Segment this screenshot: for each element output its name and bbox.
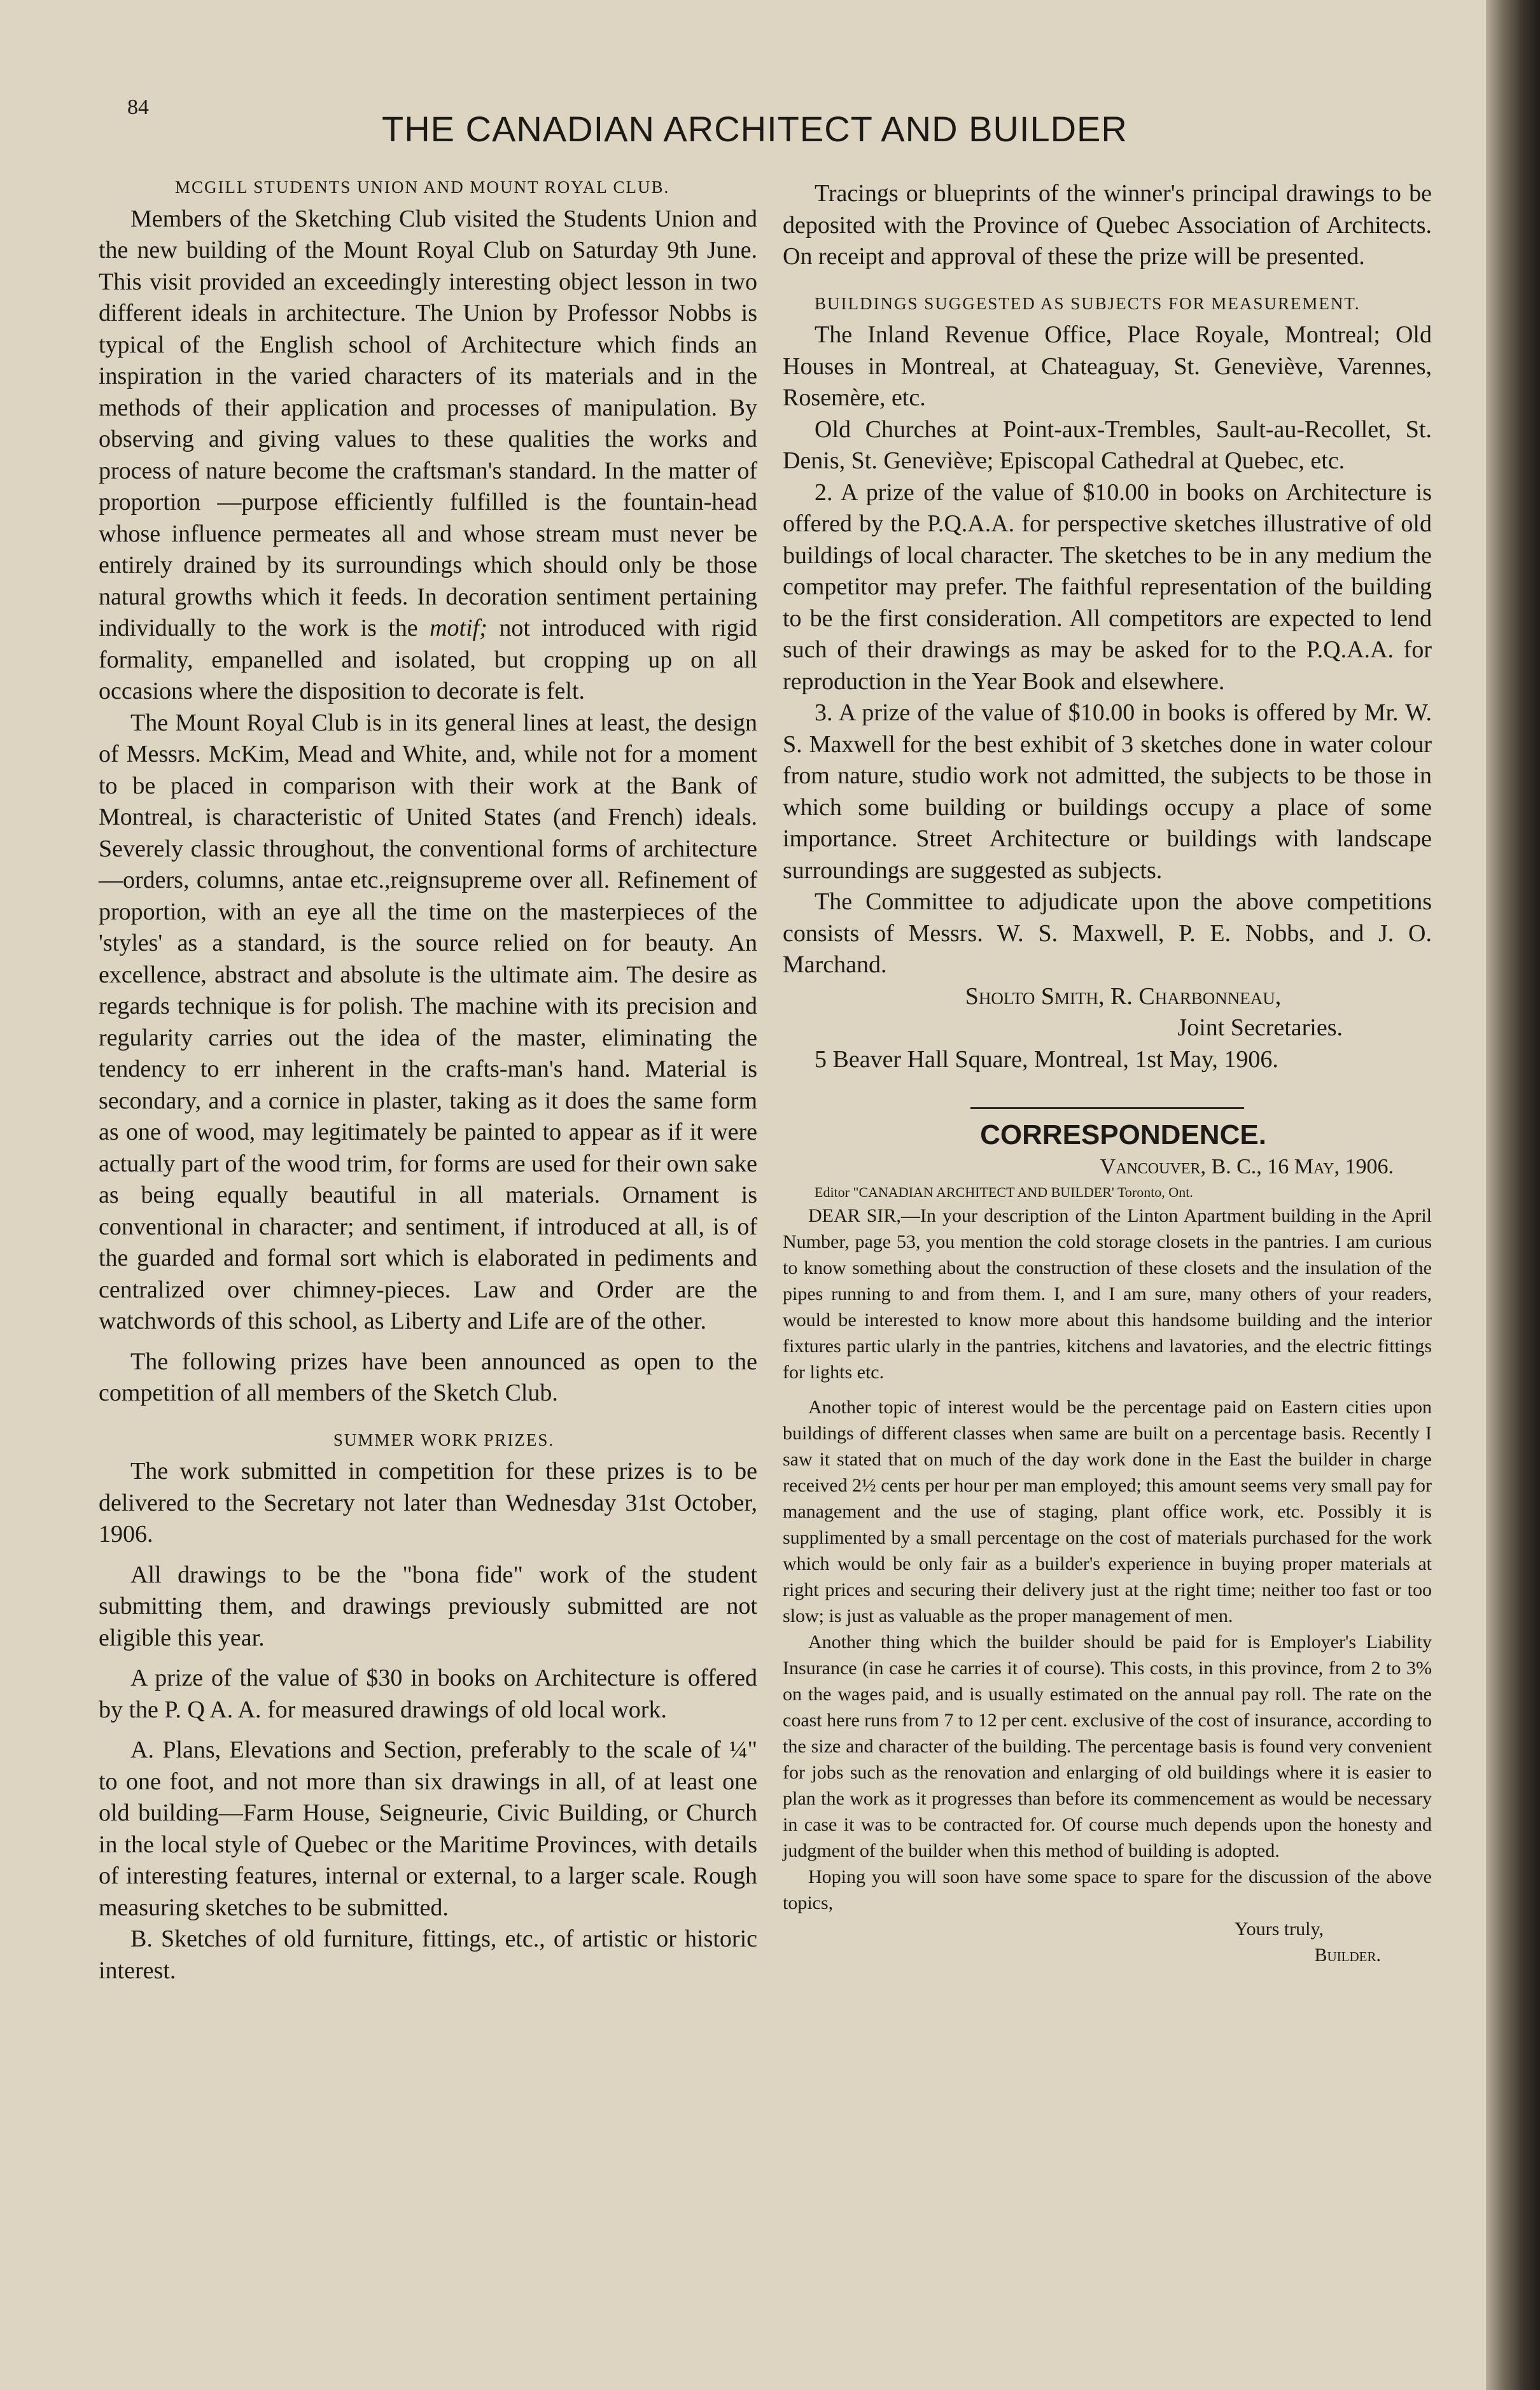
letter-body <box>783 1203 1432 1968</box>
signatory-address: 5 Beaver Hall Square, Montreal, 1st May, 1906. <box>815 1045 1278 1073</box>
section-heading: MCGILL STUDENTS UNION AND MOUNT ROYAL CLUB. <box>175 178 670 197</box>
italic-term: motif; <box>430 615 487 641</box>
letter-signature: Builder. <box>1314 1945 1381 1966</box>
letter-paragraph: Hoping you will soon have some space to spare for the discussion of the above topics, <box>783 1866 1432 1913</box>
paragraph-text: Members of the Sketching Club visited the Students Union and the new building of the Mount Royal Club on Saturday 9th June. This visit provided an exceedingly interesting object lesson in two different ideals in architecture. The Union by Professor Nobbs is typical of the English school of Architecture which finds an inspiration in the varied characters of its materials and in the methods of their application and processes of manipulation. By observing and giving values to these qualities the works and process of nature become the craftsman's standard. In the matter of proportion —purpose efficiently fulfilled is the fountain-head whose influence permeates all and whose stream must never be entirely drained by its surroundings which should only be those natural growths which it feeds. In decoration sentiment pertaining individually to the work is the <box>99 205 757 641</box>
letter-paragraph: DEAR SIR,—In your description of the Linton Apartment building in the April Number, page 53, you mention the cold storage closets in the pantries. I am curious to know something about the construction of these closets and the insulation of the pipes running to and from them. I, and I am sure, many others of your readers, would be interested to know more about this handsome building and the interior fixtures partic ularly in the pantries, kitchens and lavatories, and the electric fittings for lights etc. <box>783 1205 1432 1383</box>
paragraph: A prize of the value of $30 in books on Architecture is offered by the P. Q A. A. for measured drawings of old local work. <box>99 1665 757 1723</box>
paragraph: B. Sketches of old furniture, fittings, etc., of artistic or historic interest. <box>99 1925 757 1984</box>
paragraph: Tracings or blueprints of the winner's principal drawings to be deposited with the Province of Quebec Association of Architects. On receipt and approval of these the prize will be presented. <box>783 180 1432 270</box>
section-subheading: BUILDINGS SUGGESTED AS SUBJECTS FOR MEASUREMENT. <box>815 293 1361 313</box>
letter-dateline: Vancouver, B. C., 16 May, 1906. <box>1100 1154 1394 1178</box>
paragraph: The Mount Royal Club is in its general lines at least, the design of Messrs. McKim, Mead and White, and, while not for a moment to be placed in comparison with their work at the Bank of Montreal, is characteristic of United States (and French) ideals. Severely classic throughout, the conventional forms of architecture—orders, columns, antae etc.,reignsupreme over all. Refinement of proportion, with an eye all the time on the masterpieces of the 'styles' as a standard, is the source relied on for beauty. An excellence, abstract and absolute is the ultimate aim. The desire as regards technique is for polish. The machine with its precision and regularity carries out the idea of the master, eliminating the tendency to err inherent in the crafts-man's hand. Material is secondary, and a cornice in plaster, taking as it does the same form as one of wood, may legitimately be painted to appear as if it were actually part of the wood trim, for forms are used for their own sake as being equally beautiful in all materials. Ornament is conventional in character; and sentiment, if introduced at all, is of the guarded and formal sort which is elaborated in pediments and centralized over chimney-pieces. Law and Order are the watchwords of this school, as Liberty and Life are of the other. <box>99 709 757 1334</box>
paragraph <box>99 204 757 708</box>
running-head: THE CANADIAN ARCHITECT AND BUILDER <box>382 109 1128 149</box>
letter-paragraph: Another topic of interest would be the percentage paid on Eastern cities upon buildings of different classes when same are built on a percentage basis. Recently I saw it stated that on much of the day work done in the East the builder in charge received 2½ cents per hour per man employed; this amount seems very small pay for management and the use of staging, plant office work, etc. Possibly it is supplimented by a small percentage on the cost of materials purchased for the work which would be only fair as a builder's experience in buying proper materials at right prices and securing their delivery just at the right time; neither too fast or too slow; is just as valuable as the proper management of men. <box>783 1397 1432 1626</box>
signatory-role: Joint Secretaries. <box>1177 1014 1343 1041</box>
paragraph: A. Plans, Elevations and Section, preferably to the scale of ¼" to one foot, and not more than six drawings in all, of at least one old building—Farm House, Seigneurie, Civic Building, or Church in the local style of Quebec or the Maritime Provinces, with details of interesting features, internal or external, to a larger scale. Rough measuring sketches to be submitted. <box>99 1737 757 1921</box>
paragraph: The work submitted in competition for these prizes is to be delivered to the Secretary not later than Wednesday 31st October, 1906. <box>99 1458 757 1548</box>
paragraph: 2. A prize of the value of $10.00 in books on Architecture is offered by the P.Q.A.A. for perspective sketches illustrative of old buildings of local character. The sketches to be in any medium the competitor may prefer. The faithful representation of the building to be the first consideration. All competitors are expected to lend such of their drawings as may be asked for to the P.Q.A.A. for reproduction in the Year Book and elsewhere. <box>783 479 1432 695</box>
paragraph: The Committee to adjudicate upon the above competitions consists of Messrs. W. S. Maxwell, P. E. Nobbs, and J. O. Marchand. <box>783 888 1432 978</box>
section-subheading: SUMMER WORK PRIZES. <box>333 1430 555 1450</box>
paragraph: Old Churches at Point-aux-Trembles, Sault-au-Recollet, St. Denis, St. Geneviève; Episcopal Cathedral at Quebec, etc. <box>783 416 1432 474</box>
letter-closing: Yours truly, <box>1234 1918 1324 1939</box>
paragraph: The following prizes have been announced as open to the competition of all members of the Sketch Club. <box>99 1348 757 1406</box>
paragraph: The Inland Revenue Office, Place Royale, Montreal; Old Houses in Montreal, at Chateaguay, St. Geneviève, Varennes, Rosemère, etc. <box>783 321 1432 411</box>
book-gutter <box>1486 0 1540 2390</box>
paragraph: 3. A prize of the value of $10.00 in books is offered by Mr. W. S. Maxwell for the best exhibit of 3 sketches done in water colour from nature, studio work not admitted, the subjects to be those in which some building or buildings occupy a place of some importance. Street Architecture or buildings with landscape surroundings are suggested as subjects. <box>783 699 1432 884</box>
paragraph-text: not introduced with rigid formality, empanelled and isolated, but cropping up on all occasions where the disposition to decorate is felt. <box>99 615 758 704</box>
correspondence-title: CORRESPONDENCE. <box>980 1119 1266 1150</box>
divider-rule <box>970 1107 1244 1109</box>
left-column <box>99 172 757 1987</box>
letter-paragraph: Another thing which the builder should be paid for is Employer's Liability Insurance (in case he carries it of course). This costs, in this province, from 2 to 3% on the wages paid, and is usually estimated on the annual pay roll. The rate on the coast here runs from 7 to 12 per cent. exclusive of the cost of insurance, according to the size and character of the building. The percentage basis is found very convenient for jobs such as the renovation and enlarging of old buildings where it is easier to plan the work as it progresses than before its commencement as would be necessary in case it was to be contracted for. Of course much depends upon the honesty and judgment of the builder when this method of building is adopted. <box>783 1632 1432 1861</box>
page-number: 84 <box>127 95 149 119</box>
letter-addressee: Editor "CANADIAN ARCHITECT AND BUILDER' Toronto, Ont. <box>815 1184 1193 1200</box>
signatories: Sholto Smith, R. Charbonneau, <box>965 982 1282 1010</box>
right-column <box>783 178 1432 1968</box>
paragraph: All drawings to be the "bona fide" work of the student submitting them, and drawings previously submitted are not eligible this year. <box>99 1561 757 1651</box>
